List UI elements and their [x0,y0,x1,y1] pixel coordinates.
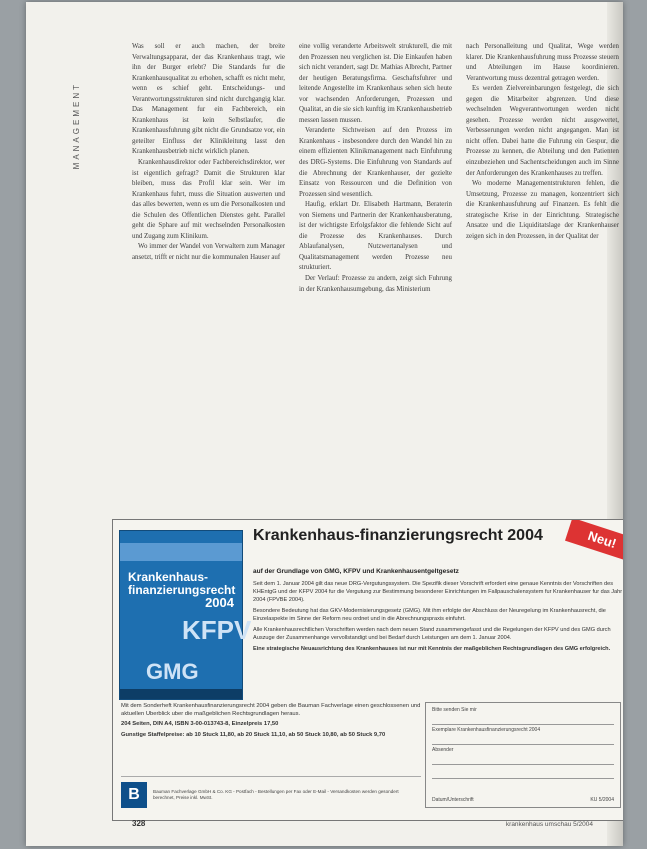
book-cover-kfpv: KFPV [182,615,252,645]
magazine-page [26,2,623,846]
order-label: Absender [432,747,454,753]
book-cover-stripe [120,543,242,561]
publisher-logo: B [121,782,147,808]
ad-paragraph: Alle Krankenhausrechtlichen Vorschriften werden nach dem neuen Stand zusammengefasst und die Regelungen der KFPV und des GMG durch Auszuge der Zusammenhange vervollstandigt und bei Bedarf durch Leistungen am dem 1. Januar 2004. [253,627,611,641]
article-columns [132,42,619,512]
journal-name: krankenhaus umschau 5/2004 [505,821,593,828]
paragraph: Wo immer der Wandel von Verwaltern zum Manager ansetzt, trifft er nicht nur die kommunalen Hauser auf [132,243,285,261]
ad-pricing [121,702,421,741]
order-code: KU 5/2004 [590,797,614,803]
ad-staffel-price: Gunstige Staffelpreise: ab 10 Stuck 11,80, ab 20 Stuck 11,10, ab 50 Stuck 10,80, ab 50 Stuck 9,70 [121,731,386,738]
order-quantity-line[interactable] [432,713,614,725]
section-label: MANAGEMENT [72,82,81,170]
article-column-3 [466,42,619,512]
book-cover-title: Krankenhaus- finanzierungsrecht [128,570,236,597]
page-number: 328 [132,819,146,828]
book-cover-year: 2004 [205,595,234,610]
order-label: Exemplare Krankenhausfinanzierungsrecht 2004 [432,727,541,733]
paragraph: nach Personalleitung und Qualitat, Wege werden klarer. Die Krankenhausfuhrung muss Prozesse steuern und Abteilungen im Hause koordinieren. Verantwortung muss dezentral getragen werden. [466,43,619,82]
ad-price: 204 Seiten, DIN A4, ISBN 3-00-013743-8, Einzelpreis 17,50 [121,721,279,728]
ad-body [253,580,623,656]
ad-lower-paragraph: Mit dem Sonderheft Krankenhausfinanzierungsrecht 2004 geben die Bauman Fachverlage einen geschlossenen und aktuellen Uberblick uber die maßgeblichen Rechtsgrundlagen heraus. [121,703,421,718]
order-address-line[interactable] [432,733,614,745]
order-form[interactable] [425,702,621,808]
order-address-line[interactable] [432,753,614,765]
book-cover-image [119,530,252,700]
paragraph: eine vollig veranderte Arbeitswelt strukturell, die mit den Prozessen neu verglichen ist. Die Einkaufen haben sich nicht verandert, sagt Dr. Mathias Albrecht, Partner der heutigen Beratungsfirma. Geschaftsfuhrer und leitende Angestellte im Krankenhaus sehen sich heute vor wachsenden Anforderungen, Prozessen und Qualitat, an die sie sich kunftig im Krankenhausbetrieb messen lassen mussen. [299,43,452,124]
publisher-block [121,776,421,813]
ad-paragraph: Seit dem 1. Januar 2004 gilt das neue DRG-Vergutungssystem. Die Spezifik dieser Vorschrift erfordert eine genaue Kenntnis der Vorschriften des KHEntgG und der KFPV 2004 fur die Vergutung zur Bestimmung besonderer Einrichtungen im Fallpauschalensystem fur Krankenhauser fur das Jahr 2004 (FPVBE 2004). [253,581,623,603]
publisher-text: Bauman Fachverlage GmbH & Co. KG - Postfach - Bestellungen per Fax oder E-Mail - Versandkosten werden gesondert berechnet, Preise inkl. MwSt. [153,788,399,800]
article-column-2 [299,42,452,512]
book-advertisement [112,519,623,821]
paragraph: Krankenhausdirektor oder Fachbereichsdirektor, wer ist eigentlich gefragt? Damit die Strukturen klar bleiben, muss das Profil klar sein. Wer im Krankenhaus fuhrt, muss die Situation auswerten und das alles bewerten, wenn es um die Personalkosten und die Schulen des Offentlichen Dienstes geht. Parallel geht die Sphare auf mit wechselnden Personalkosten und Zugang zum Klinikum. [132,159,285,240]
paragraph: Was soll er auch machen, der breite Verwaltungsapparat, der das Krankenhaus tragt, wie ihn der Burger erlebt? Die Standards fur die Krankenhausqualitat zu erhohen, schafft es nicht mehr, wenn es schief geht. Entscheidungs- und Verantwortungsstrukturen sind nicht durchgangig klar. Das Management fur ein Fachbereich, ein Krankenhaus ist kein Selbstlaufer, die Krankenhausfuhrung gibt nicht die Grundsatze vor, ein geteilter Einfluss der Klinikleitung lasst den Krankenhausbetrieb nicht wirklich planen. [132,43,285,156]
paragraph: Der Verlauf: Prozesse zu andern, zeigt sich Fuhrung in der Krankenhausumgebung, das Ministerium [299,275,452,293]
order-label: Bitte senden Sie mir [432,707,477,713]
paragraph: Haufig, erklart Dr. Elisabeth Hartmann, Beraterin von Siemens und Partnerin der Krankenhausberatung, ist der wichtigste Erfolgsfaktor die fehlende Sicht auf die Prozesse des Krankenhauses. Durch Ablaufanalysen, Nutzwertanalysen und Qualitatsmanagement werden Prozesse neu strukturiert. [299,201,452,272]
ad-subtitle: auf der Grundlage von GMG, KFPV und Krankenhausentgeltgesetz [253,568,459,575]
paragraph: Veranderte Sichtweisen auf den Prozess im Krankenhaus - insbesondere durch den Wandel hin zu einem effizienten Klinikmanagement nach Einfuhrung des DRG-Systems. Die Einfuhrung von Standards auf die Abrechnung der Krankenhauser, der gezielte Einsatz von Ressourcen und die Definition von Prozessen sind wesentlich. [299,127,452,198]
ad-emphasis: Eine strategische Neuausrichtung des Krankenhauses ist nur mit Kenntnis der maßgeblichen Rechtsgrundlagen des GMG erfolgreich. [253,646,611,652]
article-column-1 [132,42,285,512]
ad-paragraph: Besondere Bedeutung hat das GKV-Modernisierungsgesetz (GMG). Mit ihm erfolgte der Abschluss der Neuregelung im Krankenhausrecht, die Einzelaspekte im Sinne der Reform neu ordnet und in die Abrechnungspraxis einfuhrt. [253,608,606,622]
order-footer [432,797,614,803]
new-badge: Neu! [565,519,623,562]
paragraph: Wo moderne Managementstrukturen fehlen, die Umsetzung, Prozesse zu managen, konzentriert sich die Krankenhausfuhrung auf Finanzen. Es fehlt die strategische Krise in der Einrichtung. Strategische Ansatze und die Liquiditatslage der Krankenhauser zeigen sich in den Prozessen, in der Qualitat der [466,180,619,240]
book-cover-gmg: GMG [146,659,199,684]
book-cover-footer [120,689,242,699]
paragraph: Es werden Zielvereinbarungen festgelegt, die sich gegen die Mitarbeiter abgrenzen. Und diese wechselnden Wegverantwortungen werden nicht gesehen. Prozesse werden nicht ausgewertet, Verbesserungen werden nicht angegangen. Man ist nicht offen. Dabei hatte die Fuhrung ein Gespur, die Prozesse zu kennen, die Abteilung und den Patienten einzubeziehen und Sachentscheidungen auch im Sinne der Anforderungen des Krankenhauses zu treffen. [466,85,619,177]
order-address-line[interactable] [432,767,614,779]
ad-title: Krankenhaus-finanzierungsrecht 2004 [253,527,543,544]
signature-label: Datum/Unterschrift [432,797,474,803]
